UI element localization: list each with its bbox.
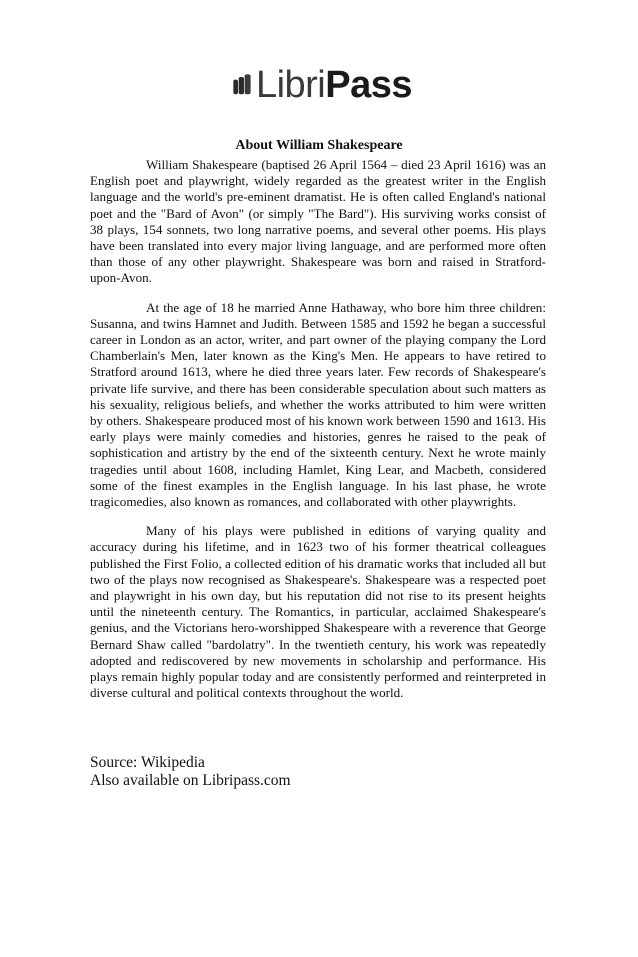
paragraph-2: At the age of 18 he married Anne Hathaway, who bore him three children: Susanna, and twins Hamnet and Judith. Between 1585 and 1592 he began a successful career in London as an actor, writer, and part owner of the playing company the Lord Chamberlain's Men, later known as the King's Men. He appears to have retired to Stratford around 1613, where he died three years later. Few records of Shakespeare's private life survive, and there has been considerable speculation about such matters as his sexuality, religious beliefs, and whether the works attributed to him were written by others. Shakespeare produced most of his known work between 1590 and 1613. His early plays were mainly comedies and histories, genres he raised to the peak of sophistication and artistry by the end of the sixteenth century. Next he wrote mainly tragedies until about 1608, including Hamlet, King Lear, and Macbeth, considered some of the finest examples in the English language. In his last phase, he wrote tragicomedies, also known as romances, and collaborated with other playwrights. bbox=[90, 299, 546, 510]
libripass-logo bbox=[232, 62, 412, 108]
libripass-logo-icon bbox=[232, 67, 252, 103]
source-line: Source: Wikipedia bbox=[90, 754, 205, 771]
logo-wordmark: LibriPass bbox=[255, 64, 412, 106]
paragraph-3: Many of his plays were published in editions of varying quality and accuracy during his lifetime, and in 1623 two of his former theatrical colleagues published the First Folio, a collected edition of his dramatic works that included all but two of the plays now recognised as Shakespeare's. Shakespeare was a respected poet and playwright in his own day, but his reputation did not rise to its present heights until the nineteenth century. The Romantics, in particular, acclaimed Shakespeare's genius, and the Victorians hero-worshipped Shakespeare with a reverence that George Bernard Shaw called "bardolatry". In the twentieth century, his work was repeatedly adopted and rediscovered by new movements in scholarship and performance. His plays remain highly popular today and are consistently performed and reinterpreted in diverse cultural and political contexts throughout the world. bbox=[90, 523, 546, 701]
availability-line: Also available on Libripass.com bbox=[90, 772, 291, 789]
article-body bbox=[90, 157, 546, 715]
page-title: About William Shakespeare bbox=[235, 138, 403, 153]
paragraph-1: William Shakespeare (baptised 26 April 1564 – died 23 April 1616) was an English poet and playwright, widely regarded as the greatest writer in the English language and the world's pre-eminent dramatist. He is often called England's national poet and the "Bard of Avon" (or simply "The Bard"). His surviving works consist of 38 plays, 154 sonnets, two long narrative poems, and several other poems. His plays have been translated into every major living language, and are performed more often than those of any other playwright. Shakespeare was born and raised in Stratford-upon-Avon. bbox=[90, 157, 546, 286]
source-block bbox=[90, 754, 546, 790]
